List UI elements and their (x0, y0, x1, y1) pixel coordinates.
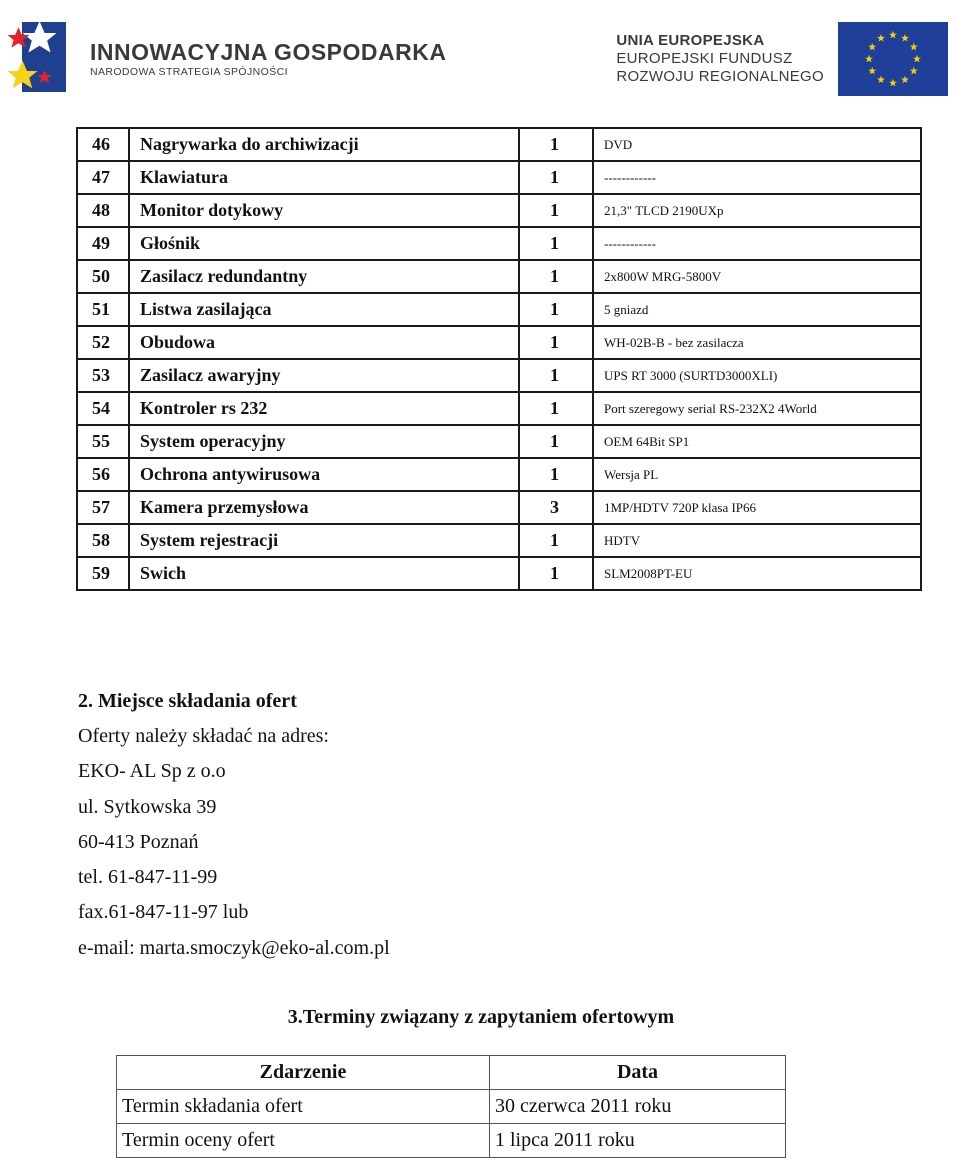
innowacyjna-gospodarka-logo (8, 18, 447, 98)
item-spec-cell: WH-02B-B - bez zasilacza (593, 326, 921, 359)
item-quantity-cell: 1 (519, 458, 593, 491)
item-number-cell: 50 (77, 260, 129, 293)
item-name-cell: Głośnik (129, 227, 519, 260)
item-number-cell: 48 (77, 194, 129, 227)
item-number-cell: 46 (77, 128, 129, 161)
deadlines-title: 3.Terminy związany z zapytaniem ofertowym (287, 1006, 675, 1028)
item-quantity-cell: 1 (519, 194, 593, 227)
email-address: e-mail: marta.smoczyk@eko-al.com.pl (78, 936, 390, 959)
eu-logo (616, 22, 948, 98)
offer-location-section (78, 686, 390, 968)
item-name-cell: Nagrywarka do archiwizacji (129, 128, 519, 161)
event-cell: Termin oceny ofert (117, 1124, 490, 1158)
item-quantity-cell: 1 (519, 359, 593, 392)
table-row (77, 326, 921, 359)
item-name-cell: Kamera przemysłowa (129, 491, 519, 524)
table-row (77, 260, 921, 293)
table-row (77, 524, 921, 557)
table-row (77, 194, 921, 227)
table-row (77, 458, 921, 491)
item-number-cell: 54 (77, 392, 129, 425)
eu-line2: EUROPEJSKI FUNDUSZ (616, 50, 793, 67)
item-name-cell: Ochrona antywirusowa (129, 458, 519, 491)
table-row (77, 161, 921, 194)
item-quantity-cell: 1 (519, 557, 593, 590)
item-quantity-cell: 1 (519, 227, 593, 260)
innowacyjna-gospodarka-subtitle: NARODOWA STRATEGIA SPÓJNOŚCI (90, 66, 288, 78)
item-quantity-cell: 1 (519, 260, 593, 293)
deadlines-header-row (117, 1056, 786, 1090)
item-spec-cell: 2x800W MRG-5800V (593, 260, 921, 293)
item-spec-cell: HDTV (593, 524, 921, 557)
eu-flag-icon (838, 22, 948, 96)
table-row (77, 359, 921, 392)
item-spec-cell: Wersja PL (593, 458, 921, 491)
equipment-table (76, 127, 922, 591)
item-number-cell: 49 (77, 227, 129, 260)
table-row (117, 1124, 786, 1158)
table-row (117, 1090, 786, 1124)
table-row (77, 128, 921, 161)
table-row (77, 491, 921, 524)
date-cell: 30 czerwca 2011 roku (490, 1090, 786, 1124)
item-name-cell: System operacyjny (129, 425, 519, 458)
item-spec-cell: Port szeregowy serial RS-232X2 4World (593, 392, 921, 425)
item-name-cell: Kontroler rs 232 (129, 392, 519, 425)
item-spec-cell: 21,3" TLCD 2190UXp (593, 194, 921, 227)
table-row (77, 425, 921, 458)
item-quantity-cell: 1 (519, 293, 593, 326)
item-quantity-cell: 1 (519, 524, 593, 557)
innowacyjna-gospodarka-emblem-icon (8, 18, 70, 96)
header-event: Zdarzenie (117, 1056, 490, 1090)
item-number-cell: 58 (77, 524, 129, 557)
item-spec-cell: ------------ (593, 161, 921, 194)
innowacyjna-gospodarka-title: INNOWACYJNA GOSPODARKA (90, 39, 447, 65)
item-name-cell: Zasilacz redundantny (129, 260, 519, 293)
eu-line3: ROZWOJU REGIONALNEGO (616, 68, 824, 85)
item-quantity-cell: 1 (519, 161, 593, 194)
item-name-cell: Listwa zasilająca (129, 293, 519, 326)
header-date: Data (490, 1056, 786, 1090)
item-number-cell: 57 (77, 491, 129, 524)
item-name-cell: Zasilacz awaryjny (129, 359, 519, 392)
table-row (77, 557, 921, 590)
item-quantity-cell: 1 (519, 392, 593, 425)
item-quantity-cell: 3 (519, 491, 593, 524)
offer-address-intro: Oferty należy składać na adres: (78, 725, 329, 747)
item-spec-cell: 5 gniazd (593, 293, 921, 326)
table-row (77, 227, 921, 260)
item-name-cell: System rejestracji (129, 524, 519, 557)
table-row (77, 392, 921, 425)
item-quantity-cell: 1 (519, 128, 593, 161)
street-address: ul. Sytkowska 39 (78, 795, 217, 818)
offer-location-title: 2. Miejsce składania ofert (78, 690, 297, 712)
item-spec-cell: OEM 64Bit SP1 (593, 425, 921, 458)
eu-line1: UNIA EUROPEJSKA (616, 32, 765, 49)
item-number-cell: 56 (77, 458, 129, 491)
item-spec-cell: DVD (593, 128, 921, 161)
item-number-cell: 53 (77, 359, 129, 392)
event-cell: Termin składania ofert (117, 1090, 490, 1124)
item-spec-cell: UPS RT 3000 (SURTD3000XLI) (593, 359, 921, 392)
item-name-cell: Klawiatura (129, 161, 519, 194)
table-row (77, 293, 921, 326)
item-name-cell: Obudowa (129, 326, 519, 359)
item-number-cell: 47 (77, 161, 129, 194)
date-cell: 1 lipca 2011 roku (490, 1124, 786, 1158)
company-name: EKO- AL Sp z o.o (78, 760, 226, 783)
item-spec-cell: ------------ (593, 227, 921, 260)
postal-city: 60-413 Poznań (78, 830, 199, 853)
item-quantity-cell: 1 (519, 425, 593, 458)
item-name-cell: Monitor dotykowy (129, 194, 519, 227)
item-number-cell: 55 (77, 425, 129, 458)
fax-number: fax.61-847-11-97 lub (78, 901, 249, 924)
item-spec-cell: SLM2008PT-EU (593, 557, 921, 590)
item-spec-cell: 1MP/HDTV 720P klasa IP66 (593, 491, 921, 524)
phone-number: tel. 61-847-11-99 (78, 866, 218, 889)
item-quantity-cell: 1 (519, 326, 593, 359)
deadlines-table (116, 1055, 786, 1158)
item-number-cell: 59 (77, 557, 129, 590)
item-number-cell: 51 (77, 293, 129, 326)
item-name-cell: Swich (129, 557, 519, 590)
item-number-cell: 52 (77, 326, 129, 359)
